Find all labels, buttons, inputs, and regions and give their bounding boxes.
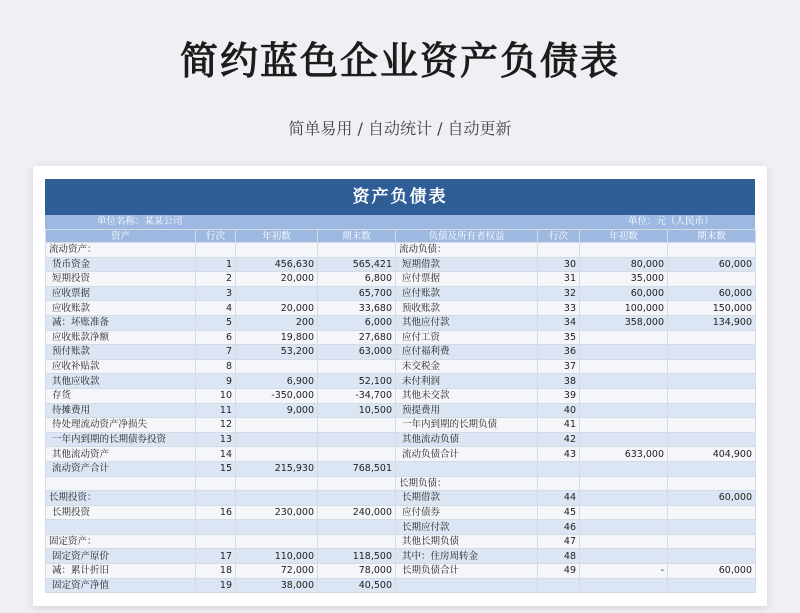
cell-liability-name[interactable] [396, 578, 538, 593]
cell-asset-closing[interactable] [318, 476, 396, 491]
cell-asset-name[interactable]: 存货 [46, 388, 196, 403]
cell-liability-line-no[interactable]: 36 [538, 345, 580, 360]
header-opening: 年初数 [236, 230, 318, 243]
cell-liability-closing[interactable] [668, 388, 756, 403]
cell-asset-name[interactable]: 流动资产： [46, 243, 196, 258]
cell-liability-closing[interactable] [668, 272, 756, 287]
cell-asset-name[interactable]: 应收账款净额 [46, 330, 196, 345]
header-opening-2: 年初数 [580, 230, 668, 243]
table-row [46, 345, 756, 360]
cell-asset-closing[interactable] [318, 243, 396, 258]
cell-asset-opening[interactable]: 72,000 [236, 564, 318, 579]
cell-asset-opening[interactable]: 20,000 [236, 301, 318, 316]
cell-liability-line-no[interactable]: 42 [538, 432, 580, 447]
cell-liability-name[interactable]: 其他应付款 [396, 315, 538, 330]
cell-liability-line-no[interactable]: 33 [538, 301, 580, 316]
cell-asset-opening[interactable]: 19,800 [236, 330, 318, 345]
cell-liability-opening[interactable] [580, 243, 668, 258]
cell-asset-line-no[interactable]: 1 [196, 257, 236, 272]
table-row [46, 359, 756, 374]
cell-liability-closing[interactable] [668, 461, 756, 476]
table-row [46, 447, 756, 462]
cell-liability-name[interactable]: 其他流动负债 [396, 432, 538, 447]
cell-liability-opening[interactable] [580, 549, 668, 564]
cell-liability-closing[interactable] [668, 374, 756, 389]
table-row [46, 476, 756, 491]
cell-asset-closing[interactable]: -34,700 [318, 388, 396, 403]
cell-asset-closing[interactable] [318, 359, 396, 374]
cell-liability-name[interactable]: 未付利润 [396, 374, 538, 389]
cell-asset-line-no[interactable]: 14 [196, 447, 236, 462]
cell-liability-opening[interactable] [580, 476, 668, 491]
cell-asset-opening[interactable]: 230,000 [236, 505, 318, 520]
cell-liability-name[interactable]: 其他长期负债 [396, 534, 538, 549]
table-body [46, 243, 756, 593]
table-row [46, 461, 756, 476]
sheet-meta-row [45, 215, 755, 229]
cell-asset-opening[interactable] [236, 432, 318, 447]
cell-liability-closing[interactable] [668, 520, 756, 535]
table-row [46, 388, 756, 403]
cell-asset-closing[interactable]: 27,680 [318, 330, 396, 345]
cell-liability-line-no[interactable]: 44 [538, 491, 580, 506]
header-line-no-2: 行次 [538, 230, 580, 243]
cell-liability-name[interactable]: 预提费用 [396, 403, 538, 418]
cell-asset-name[interactable]: 固定资产净值 [46, 578, 196, 593]
cell-liability-opening[interactable]: 60,000 [580, 286, 668, 301]
cell-liability-name[interactable]: 应付票据 [396, 272, 538, 287]
cell-asset-opening[interactable]: 9,000 [236, 403, 318, 418]
balance-sheet [45, 179, 755, 593]
cell-asset-name[interactable]: 流动资产合计 [46, 461, 196, 476]
table-row [46, 505, 756, 520]
cell-asset-opening[interactable] [236, 447, 318, 462]
header-assets: 资产 [46, 230, 196, 243]
cell-liability-name[interactable]: 应付福利费 [396, 345, 538, 360]
cell-liability-name[interactable]: 短期借款 [396, 257, 538, 272]
cell-liability-opening[interactable] [580, 520, 668, 535]
cell-liability-name[interactable]: 应付债券 [396, 505, 538, 520]
cell-asset-name[interactable]: 固定资产原价 [46, 549, 196, 564]
table-row [46, 315, 756, 330]
cell-asset-name[interactable] [46, 520, 196, 535]
cell-asset-closing[interactable]: 10,500 [318, 403, 396, 418]
cell-asset-closing[interactable]: 65,700 [318, 286, 396, 301]
cell-liability-line-no[interactable]: 40 [538, 403, 580, 418]
page-title: 简约蓝色企业资产负债表 [179, 39, 620, 83]
cell-liability-closing[interactable] [668, 359, 756, 374]
table-row [46, 491, 756, 506]
cell-asset-closing[interactable] [318, 432, 396, 447]
header-line-no: 行次 [196, 230, 236, 243]
cell-asset-name[interactable]: 货币资金 [46, 257, 196, 272]
cell-liability-opening[interactable] [580, 432, 668, 447]
cell-asset-opening[interactable] [236, 359, 318, 374]
cell-liability-closing[interactable] [668, 578, 756, 593]
table-row [46, 534, 756, 549]
cell-asset-closing[interactable]: 52,100 [318, 374, 396, 389]
cell-asset-name[interactable]: 一年内到期的长期债券投资 [46, 432, 196, 447]
cell-asset-closing[interactable]: 768,501 [318, 461, 396, 476]
cell-asset-closing[interactable] [318, 447, 396, 462]
cell-asset-name[interactable]: 其他流动资产 [46, 447, 196, 462]
cell-liability-closing[interactable]: 60,000 [668, 491, 756, 506]
cell-liability-opening[interactable]: 358,000 [580, 315, 668, 330]
cell-asset-name[interactable]: 待处理流动资产净损失 [46, 418, 196, 433]
table-row [46, 432, 756, 447]
cell-liability-name[interactable]: 未交税金 [396, 359, 538, 374]
cell-liability-closing[interactable] [668, 403, 756, 418]
cell-liability-name[interactable]: 流动负债合计 [396, 447, 538, 462]
cell-asset-opening[interactable]: 215,930 [236, 461, 318, 476]
table-row [46, 301, 756, 316]
cell-liability-opening[interactable] [580, 534, 668, 549]
table-row [46, 243, 756, 258]
sheet-card [33, 166, 767, 606]
table-row [46, 564, 756, 579]
cell-liability-closing[interactable]: 404,900 [668, 447, 756, 462]
cell-liability-line-no[interactable]: 35 [538, 330, 580, 345]
table-row [46, 257, 756, 272]
cell-asset-opening[interactable]: 53,200 [236, 345, 318, 360]
cell-asset-name[interactable]: 其他应收款 [46, 374, 196, 389]
cell-liability-opening[interactable]: 633,000 [580, 447, 668, 462]
cell-asset-name[interactable]: 应收票据 [46, 286, 196, 301]
cell-asset-line-no[interactable]: 12 [196, 418, 236, 433]
cell-liability-line-no[interactable]: 45 [538, 505, 580, 520]
cell-asset-name[interactable]: 减：累计折旧 [46, 564, 196, 579]
cell-asset-opening[interactable]: 20,000 [236, 272, 318, 287]
cell-liability-opening[interactable] [580, 403, 668, 418]
cell-asset-opening[interactable]: 6,900 [236, 374, 318, 389]
cell-liability-closing[interactable] [668, 549, 756, 564]
cell-liability-name[interactable]: 其中：住房周转金 [396, 549, 538, 564]
cell-asset-opening[interactable]: 38,000 [236, 578, 318, 593]
cell-liability-name[interactable]: 其他未交款 [396, 388, 538, 403]
cell-asset-opening[interactable] [236, 286, 318, 301]
cell-liability-line-no[interactable]: 48 [538, 549, 580, 564]
table-row [46, 374, 756, 389]
company-name: 单位名称：某某公司 [97, 216, 183, 227]
cell-asset-line-no[interactable] [196, 476, 236, 491]
cell-liability-line-no[interactable] [538, 578, 580, 593]
cell-liability-closing[interactable] [668, 534, 756, 549]
table-row [46, 403, 756, 418]
cell-asset-name[interactable]: 应收账款 [46, 301, 196, 316]
cell-liability-closing[interactable] [668, 345, 756, 360]
cell-liability-closing[interactable]: 134,900 [668, 315, 756, 330]
cell-asset-opening[interactable]: 200 [236, 315, 318, 330]
cell-liability-line-no[interactable] [538, 476, 580, 491]
cell-liability-opening[interactable] [580, 418, 668, 433]
cell-liability-line-no[interactable]: 49 [538, 564, 580, 579]
cell-asset-name[interactable]: 长期投资 [46, 505, 196, 520]
cell-liability-opening[interactable]: 100,000 [580, 301, 668, 316]
cell-liability-closing[interactable] [668, 418, 756, 433]
cell-liability-opening[interactable] [580, 330, 668, 345]
cell-asset-line-no[interactable]: 9 [196, 374, 236, 389]
cell-asset-closing[interactable]: 240,000 [318, 505, 396, 520]
cell-liability-name[interactable]: 一年内到期的长期负债 [396, 418, 538, 433]
cell-liability-line-no[interactable]: 43 [538, 447, 580, 462]
cell-asset-line-no[interactable]: 18 [196, 564, 236, 579]
cell-liability-line-no[interactable]: 30 [538, 257, 580, 272]
cell-asset-line-no[interactable]: 17 [196, 549, 236, 564]
cell-asset-name[interactable]: 预付账款 [46, 345, 196, 360]
cell-liability-line-no[interactable] [538, 461, 580, 476]
cell-liability-line-no[interactable]: 41 [538, 418, 580, 433]
cell-asset-closing[interactable]: 6,000 [318, 315, 396, 330]
cell-asset-name[interactable]: 减：坏账准备 [46, 315, 196, 330]
cell-asset-opening[interactable] [236, 491, 318, 506]
cell-asset-opening[interactable] [236, 476, 318, 491]
cell-asset-closing[interactable]: 40,500 [318, 578, 396, 593]
cell-liability-name[interactable]: 长期借款 [396, 491, 538, 506]
cell-asset-closing[interactable] [318, 491, 396, 506]
cell-asset-opening[interactable] [236, 520, 318, 535]
table-row [46, 286, 756, 301]
cell-asset-line-no[interactable]: 4 [196, 301, 236, 316]
cell-liability-opening[interactable] [580, 461, 668, 476]
cell-liability-name[interactable]: 长期负债合计 [396, 564, 538, 579]
cell-asset-line-no[interactable]: 15 [196, 461, 236, 476]
cell-asset-opening[interactable]: -350,000 [236, 388, 318, 403]
cell-liability-closing[interactable]: 60,000 [668, 257, 756, 272]
cell-liability-closing[interactable]: 60,000 [668, 564, 756, 579]
sheet-title: 资产负债表 [45, 179, 755, 215]
cell-liability-name[interactable]: 长期应付款 [396, 520, 538, 535]
table-row [46, 520, 756, 535]
cell-asset-line-no[interactable] [196, 491, 236, 506]
table-row [46, 272, 756, 287]
cell-liability-line-no[interactable]: 37 [538, 359, 580, 374]
cell-asset-closing[interactable] [318, 520, 396, 535]
table-row [46, 578, 756, 593]
cell-asset-closing[interactable]: 63,000 [318, 345, 396, 360]
cell-liability-opening[interactable] [580, 345, 668, 360]
cell-asset-line-no[interactable]: 7 [196, 345, 236, 360]
cell-liability-line-no[interactable]: 39 [538, 388, 580, 403]
cell-asset-opening[interactable] [236, 534, 318, 549]
currency-unit: 单位：元（人民币） [628, 216, 714, 227]
cell-liability-opening[interactable] [580, 388, 668, 403]
cell-liability-closing[interactable] [668, 330, 756, 345]
cell-liability-name[interactable]: 预收账款 [396, 301, 538, 316]
table-row [46, 549, 756, 564]
cell-liability-line-no[interactable]: 34 [538, 315, 580, 330]
cell-asset-opening[interactable] [236, 243, 318, 258]
cell-asset-line-no[interactable]: 16 [196, 505, 236, 520]
cell-asset-name[interactable]: 长期投资： [46, 491, 196, 506]
cell-liability-opening[interactable] [580, 505, 668, 520]
cell-liability-name[interactable] [396, 461, 538, 476]
cell-asset-line-no[interactable]: 10 [196, 388, 236, 403]
cell-asset-line-no[interactable]: 6 [196, 330, 236, 345]
table-header-row [46, 230, 756, 243]
cell-asset-line-no[interactable] [196, 243, 236, 258]
cell-asset-name[interactable]: 固定资产： [46, 534, 196, 549]
cell-liability-opening[interactable]: 80,000 [580, 257, 668, 272]
cell-liability-closing[interactable]: 60,000 [668, 286, 756, 301]
cell-asset-line-no[interactable]: 19 [196, 578, 236, 593]
cell-asset-line-no[interactable] [196, 520, 236, 535]
table-row [46, 330, 756, 345]
cell-asset-opening[interactable] [236, 418, 318, 433]
cell-asset-line-no[interactable]: 3 [196, 286, 236, 301]
cell-liability-line-no[interactable]: 38 [538, 374, 580, 389]
cell-liability-line-no[interactable]: 31 [538, 272, 580, 287]
cell-liability-line-no[interactable]: 47 [538, 534, 580, 549]
cell-liability-name[interactable]: 长期负债： [396, 476, 538, 491]
cell-asset-name[interactable]: 待摊费用 [46, 403, 196, 418]
cell-liability-opening[interactable]: 35,000 [580, 272, 668, 287]
cell-liability-closing[interactable] [668, 432, 756, 447]
cell-asset-name[interactable]: 应收补贴款 [46, 359, 196, 374]
cell-asset-closing[interactable]: 6,800 [318, 272, 396, 287]
cell-asset-name[interactable] [46, 476, 196, 491]
cell-liability-closing[interactable] [668, 476, 756, 491]
cell-liability-name[interactable]: 流动负债： [396, 243, 538, 258]
cell-liability-opening[interactable] [580, 374, 668, 389]
cell-liability-line-no[interactable]: 46 [538, 520, 580, 535]
cell-asset-line-no[interactable]: 11 [196, 403, 236, 418]
cell-asset-line-no[interactable]: 13 [196, 432, 236, 447]
cell-liability-opening[interactable] [580, 359, 668, 374]
page-subtitle: 简单易用 / 自动统计 / 自动更新 [288, 119, 512, 138]
cell-asset-line-no[interactable] [196, 534, 236, 549]
balance-table [45, 229, 756, 593]
cell-asset-line-no[interactable]: 5 [196, 315, 236, 330]
cell-asset-closing[interactable]: 78,000 [318, 564, 396, 579]
cell-liability-closing[interactable] [668, 505, 756, 520]
table-row [46, 418, 756, 433]
header-liabilities: 负债及所有者权益 [396, 230, 538, 243]
header-closing-2: 期末数 [668, 230, 756, 243]
cell-asset-closing[interactable] [318, 534, 396, 549]
cell-asset-opening[interactable]: 110,000 [236, 549, 318, 564]
cell-liability-closing[interactable] [668, 243, 756, 258]
cell-asset-closing[interactable]: 33,680 [318, 301, 396, 316]
cell-asset-closing[interactable]: 565,421 [318, 257, 396, 272]
cell-asset-line-no[interactable]: 8 [196, 359, 236, 374]
cell-liability-line-no[interactable] [538, 243, 580, 258]
cell-liability-name[interactable]: 应付账款 [396, 286, 538, 301]
cell-liability-opening[interactable] [580, 578, 668, 593]
cell-liability-opening[interactable] [580, 491, 668, 506]
cell-asset-line-no[interactable]: 2 [196, 272, 236, 287]
cell-asset-name[interactable]: 短期投资 [46, 272, 196, 287]
cell-liability-name[interactable]: 应付工资 [396, 330, 538, 345]
cell-liability-closing[interactable]: 150,000 [668, 301, 756, 316]
cell-liability-line-no[interactable]: 32 [538, 286, 580, 301]
cell-liability-opening[interactable]: - [580, 564, 668, 579]
cell-asset-closing[interactable] [318, 418, 396, 433]
cell-asset-opening[interactable]: 456,630 [236, 257, 318, 272]
cell-asset-closing[interactable]: 118,500 [318, 549, 396, 564]
header-closing: 期末数 [318, 230, 396, 243]
